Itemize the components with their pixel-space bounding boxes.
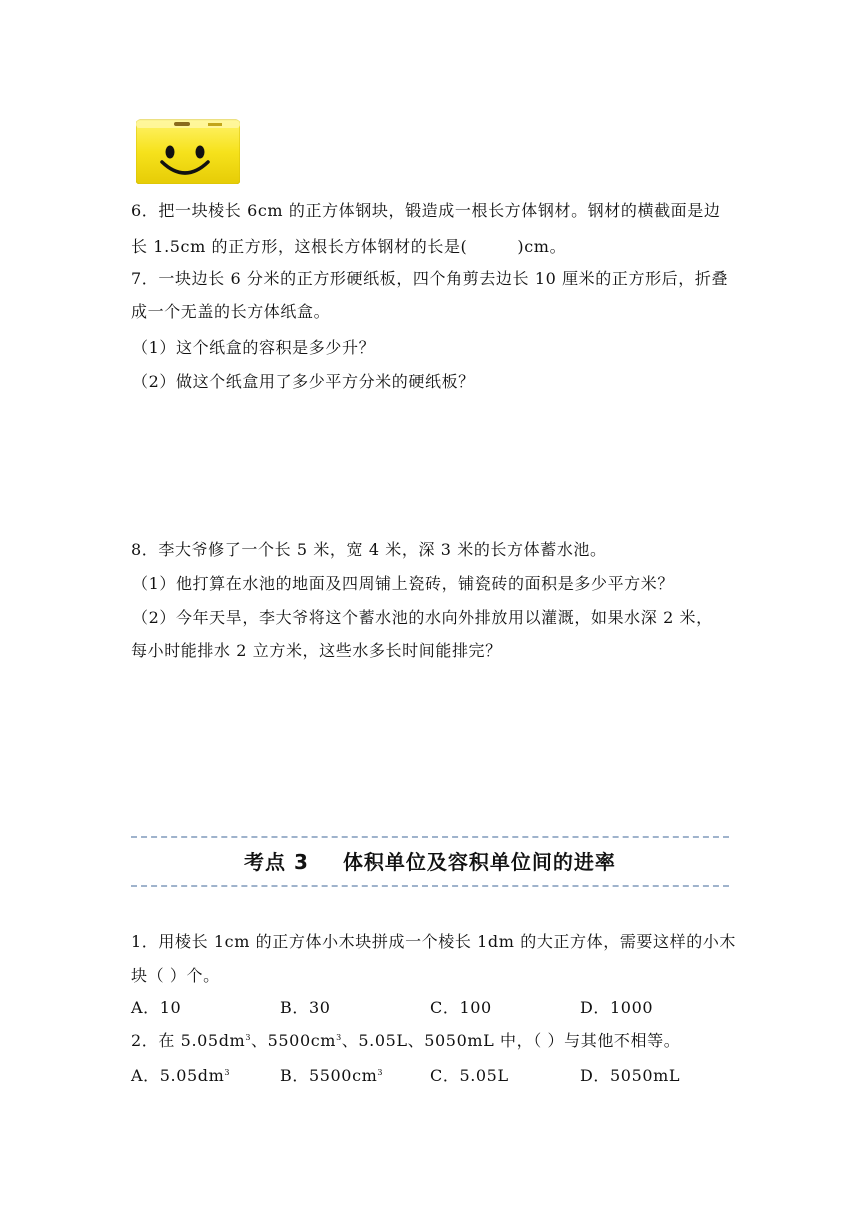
q8-sub1: （1）他打算在水池的地面及四周铺上瓷砖，铺瓷砖的面积是多少平方米？ (132, 574, 674, 593)
section-divider-top (131, 836, 729, 838)
q8-sub2-line2: 每小时能排水 2 立方米，这些水多长时间能排完？ (131, 641, 502, 660)
s3q2-sup2: 3 (336, 1033, 342, 1042)
section-title: 体积单位及容积单位间的进率 (342, 850, 616, 874)
q8-line1: 8．李大爷修了一个长 5 米，宽 4 米，深 3 米的长方体蓄水池。 (131, 540, 607, 559)
s3q2-sep1: 、5500cm (251, 1031, 337, 1050)
q7-line2: 成一个无盖的长方体纸盒。 (131, 302, 331, 321)
s3q2-line1 (131, 1031, 731, 1051)
q6-line1: 6．把一块棱长 6cm 的正方体钢块，锻造成一根长方体钢材。钢材的横截面是边 (131, 201, 721, 220)
s3q2-option-a-sup: 3 (224, 1068, 231, 1077)
s3q1-option-b[interactable]: B．30 (280, 998, 331, 1017)
s3q2-option-a-text: A．5.05dm (131, 1066, 225, 1085)
s3q1-option-c[interactable]: C．100 (430, 998, 492, 1017)
q7-sub1: （1）这个纸盒的容积是多少升？ (132, 338, 376, 357)
s3q2-prefix: 2．在 5.05dm (131, 1031, 246, 1050)
s3q1-line2: 块（ ）个。 (131, 966, 220, 985)
q7-line1: 7．一块边长 6 分米的正方形硬纸板，四个角剪去边长 10 厘米的正方形后，折叠 (131, 269, 729, 288)
s3q2-option-c[interactable]: C．5.05L (430, 1066, 509, 1085)
section-heading (131, 848, 729, 876)
smiley-box-image (136, 118, 240, 184)
section-label: 考点 3 (244, 850, 309, 874)
q7-sub2: （2）做这个纸盒用了多少平方分米的硬纸板？ (132, 372, 475, 391)
q6-line2-pre: 长 1.5cm 的正方形，这根长方体钢材的长是( (131, 237, 468, 256)
s3q2-sup1: 3 (245, 1033, 252, 1042)
s3q2-rest: 、5.05L、5050mL 中，（ ）与其他不相等。 (341, 1031, 681, 1050)
s3q2-option-b-text: B．5500cm (280, 1066, 378, 1085)
q6-line2-post: )cm。 (517, 237, 567, 256)
q8-sub2-line1: （2）今年天旱，李大爷将这个蓄水池的水向外排放用以灌溉，如果水深 2 米， (132, 608, 713, 627)
s3q2-option-b-sup: 3 (377, 1068, 384, 1077)
s3q1-line1: 1．用棱长 1cm 的正方体小木块拼成一个棱长 1dm 的大正方体，需要这样的小木 (131, 932, 737, 951)
s3q2-option-d[interactable]: D．5050mL (580, 1066, 681, 1085)
q6-line2 (131, 237, 731, 257)
s3q1-option-d[interactable]: D．1000 (580, 998, 654, 1017)
s3q2-option-b[interactable] (280, 1066, 383, 1086)
section-divider-bottom (131, 885, 729, 887)
s3q1-option-a[interactable]: A．10 (131, 998, 182, 1017)
s3q2-option-a[interactable] (131, 1066, 230, 1086)
